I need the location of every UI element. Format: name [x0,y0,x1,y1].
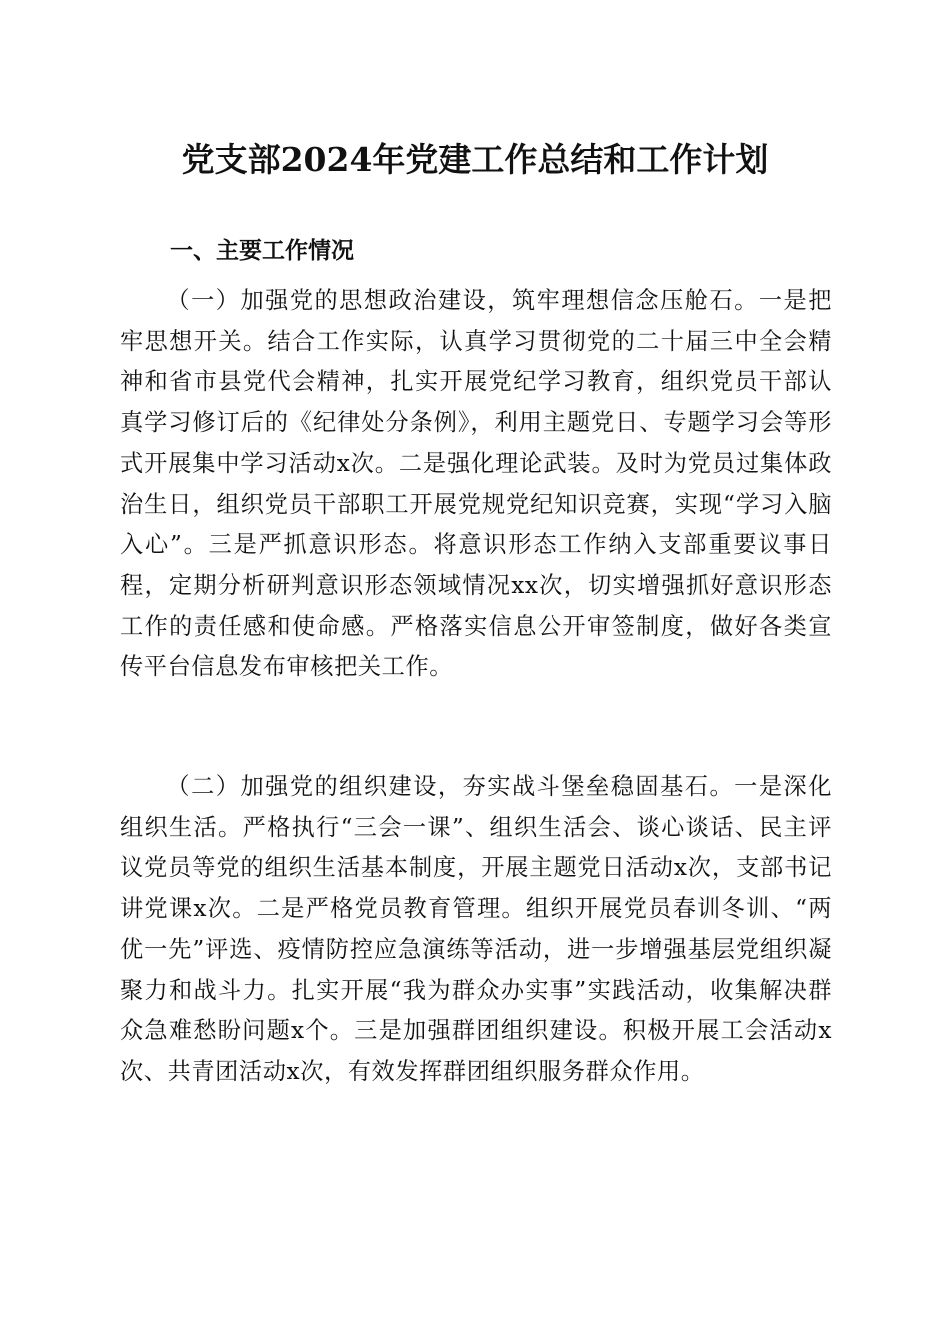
paragraph-ideological-building [120,281,832,688]
paragraph-lead: （二）加强党的组织建设，夯实战斗堡垒稳固基石。 [166,773,735,800]
paragraph-lead: （一）加强党的思想政治建设，筑牢理想信念压舱石。 [166,287,759,314]
paragraph-body: 一是把牢思想开关。结合工作实际，认真学习贯彻党的二十届三中全会精神和省市县党代会精神，扎实开展党纪学习教育，组织党员干部认真学习修订后的《纪律处分条例》，利用主题党日、专题学习会等形式开展集中学习活动x次。二是强化理论武装。及时为党员过集体政治生日，组织党员干部职工开展党规党纪知识竞赛，实现“学习入脑入心”。三是严抓意识形态。将意识形态工作纳入支部重要议事日程，定期分析研判意识形态领域情况xx次，切实增强抓好意识形态工作的责任感和使命感。严格落实信息公开审签制度，做好各类宣传平台信息发布审核把关工作。 [120,287,832,681]
document-title: 党支部2024年党建工作总结和工作计划 [181,140,769,179]
paragraph-body: 一是深化组织生活。严格执行“三会一课”、组织生活会、谈心谈话、民主评议党员等党的组织生活基本制度，开展主题党日活动x次，支部书记讲党课x次。二是严格党员教育管理。组织开展党员春训冬训、“两优一先”评选、疫情防控应急演练等活动，进一步增强基层党组织凝聚力和战斗力。扎实开展“我为群众办实事”实践活动，收集解决群众急难愁盼问题x个。三是加强群团组织建设。积极开展工会活动x次、共青团活动x次，有效发挥群团组织服务群众作用。 [120,773,832,1085]
paragraph-organizational-building [120,767,832,1093]
section-heading-main-work: 一、主要工作情况 [170,238,354,264]
